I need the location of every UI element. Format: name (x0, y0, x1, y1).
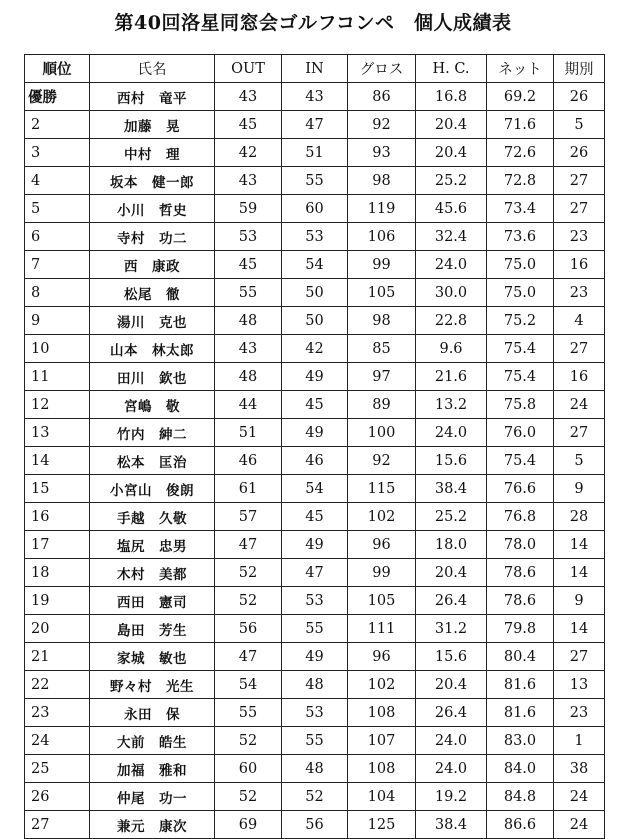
cell-net: 75.4 (487, 363, 554, 391)
cell-net: 75.8 (487, 391, 554, 419)
cell-out: 55 (215, 279, 282, 307)
cell-net: 81.6 (487, 671, 554, 699)
cell-in: 50 (282, 307, 348, 335)
cell-term: 9 (554, 587, 605, 615)
cell-in: 54 (282, 251, 348, 279)
table-row (25, 811, 605, 839)
table-row (25, 615, 605, 643)
cell-gross: 92 (348, 111, 416, 139)
cell-term: 23 (554, 279, 605, 307)
cell-gross: 102 (348, 503, 416, 531)
cell-gross: 99 (348, 251, 416, 279)
cell-hc: 9.6 (416, 335, 487, 363)
cell-term: 9 (554, 475, 605, 503)
cell-net: 75.2 (487, 307, 554, 335)
cell-net: 81.6 (487, 699, 554, 727)
table-row (25, 279, 605, 307)
cell-in: 53 (282, 587, 348, 615)
cell-name: 小川 哲史 (90, 195, 215, 223)
cell-net: 84.8 (487, 783, 554, 811)
cell-hc: 24.0 (416, 755, 487, 783)
cell-term: 14 (554, 615, 605, 643)
cell-in: 49 (282, 643, 348, 671)
cell-hc: 18.0 (416, 531, 487, 559)
table-row (25, 699, 605, 727)
cell-hc: 20.4 (416, 671, 487, 699)
cell-net: 76.0 (487, 419, 554, 447)
cell-hc: 15.6 (416, 643, 487, 671)
cell-name: 湯川 克也 (90, 307, 215, 335)
cell-net: 86.6 (487, 811, 554, 839)
cell-net: 72.8 (487, 167, 554, 195)
cell-net: 78.6 (487, 587, 554, 615)
cell-net: 76.6 (487, 475, 554, 503)
cell-rank: 14 (25, 447, 90, 475)
cell-in: 53 (282, 223, 348, 251)
cell-name: 山本 林太郎 (90, 335, 215, 363)
cell-in: 48 (282, 671, 348, 699)
cell-term: 27 (554, 419, 605, 447)
cell-name: 西 康政 (90, 251, 215, 279)
cell-hc: 26.4 (416, 587, 487, 615)
cell-gross: 111 (348, 615, 416, 643)
cell-name: 松本 匡治 (90, 447, 215, 475)
cell-net: 76.8 (487, 503, 554, 531)
cell-term: 16 (554, 363, 605, 391)
cell-rank: 8 (25, 279, 90, 307)
cell-net: 80.4 (487, 643, 554, 671)
cell-rank: 27 (25, 811, 90, 839)
cell-out: 61 (215, 475, 282, 503)
cell-in: 55 (282, 727, 348, 755)
header-term: 期別 (554, 55, 605, 83)
cell-in: 52 (282, 783, 348, 811)
cell-term: 5 (554, 111, 605, 139)
cell-hc: 24.0 (416, 251, 487, 279)
table-row (25, 139, 605, 167)
table-row (25, 503, 605, 531)
cell-term: 27 (554, 643, 605, 671)
cell-gross: 92 (348, 447, 416, 475)
cell-term: 26 (554, 83, 605, 111)
cell-out: 56 (215, 615, 282, 643)
cell-gross: 115 (348, 475, 416, 503)
cell-net: 78.0 (487, 531, 554, 559)
cell-name: 手越 久敬 (90, 503, 215, 531)
cell-in: 47 (282, 111, 348, 139)
table-row (25, 531, 605, 559)
cell-term: 14 (554, 559, 605, 587)
header-gross: グロス (348, 55, 416, 83)
cell-hc: 32.4 (416, 223, 487, 251)
cell-in: 45 (282, 503, 348, 531)
cell-out: 53 (215, 223, 282, 251)
cell-hc: 26.4 (416, 699, 487, 727)
cell-rank: 4 (25, 167, 90, 195)
cell-name: 田川 欽也 (90, 363, 215, 391)
cell-hc: 24.0 (416, 727, 487, 755)
cell-net: 73.6 (487, 223, 554, 251)
cell-gross: 96 (348, 531, 416, 559)
cell-in: 43 (282, 83, 348, 111)
cell-gross: 102 (348, 671, 416, 699)
cell-gross: 98 (348, 307, 416, 335)
cell-out: 45 (215, 251, 282, 279)
cell-rank: 20 (25, 615, 90, 643)
cell-hc: 16.8 (416, 83, 487, 111)
header-row (25, 55, 605, 83)
cell-hc: 20.4 (416, 111, 487, 139)
cell-rank: 5 (25, 195, 90, 223)
cell-rank: 15 (25, 475, 90, 503)
cell-in: 51 (282, 139, 348, 167)
cell-in: 47 (282, 559, 348, 587)
cell-term: 27 (554, 195, 605, 223)
cell-out: 43 (215, 167, 282, 195)
cell-hc: 20.4 (416, 559, 487, 587)
table-row (25, 335, 605, 363)
cell-name: 家城 敏也 (90, 643, 215, 671)
cell-rank: 17 (25, 531, 90, 559)
cell-in: 50 (282, 279, 348, 307)
cell-name: 坂本 健一郎 (90, 167, 215, 195)
cell-gross: 93 (348, 139, 416, 167)
header-in: IN (282, 55, 348, 83)
cell-in: 60 (282, 195, 348, 223)
cell-hc: 30.0 (416, 279, 487, 307)
cell-in: 55 (282, 167, 348, 195)
cell-out: 54 (215, 671, 282, 699)
header-name: 氏名 (90, 55, 215, 83)
cell-term: 38 (554, 755, 605, 783)
cell-net: 73.4 (487, 195, 554, 223)
table-row (25, 475, 605, 503)
cell-gross: 86 (348, 83, 416, 111)
table-row (25, 391, 605, 419)
cell-rank: 26 (25, 783, 90, 811)
cell-in: 54 (282, 475, 348, 503)
cell-hc: 21.6 (416, 363, 487, 391)
table-row (25, 83, 605, 111)
cell-rank: 優勝 (25, 83, 90, 111)
table-row (25, 727, 605, 755)
results-body (25, 83, 605, 839)
table-row (25, 447, 605, 475)
cell-gross: 106 (348, 223, 416, 251)
cell-hc: 25.2 (416, 503, 487, 531)
cell-out: 42 (215, 139, 282, 167)
header-hc: H. C. (416, 55, 487, 83)
table-row (25, 111, 605, 139)
cell-gross: 125 (348, 811, 416, 839)
table-row (25, 223, 605, 251)
cell-rank: 21 (25, 643, 90, 671)
table-row (25, 195, 605, 223)
cell-out: 48 (215, 307, 282, 335)
cell-net: 75.4 (487, 447, 554, 475)
cell-hc: 31.2 (416, 615, 487, 643)
cell-rank: 16 (25, 503, 90, 531)
cell-rank: 2 (25, 111, 90, 139)
cell-in: 42 (282, 335, 348, 363)
table-row (25, 251, 605, 279)
cell-name: 加福 雅和 (90, 755, 215, 783)
table-row (25, 587, 605, 615)
cell-rank: 7 (25, 251, 90, 279)
cell-out: 48 (215, 363, 282, 391)
cell-in: 45 (282, 391, 348, 419)
table-row (25, 783, 605, 811)
cell-term: 23 (554, 223, 605, 251)
cell-hc: 25.2 (416, 167, 487, 195)
cell-out: 57 (215, 503, 282, 531)
cell-net: 79.8 (487, 615, 554, 643)
cell-name: 塩尻 忠男 (90, 531, 215, 559)
cell-hc: 15.6 (416, 447, 487, 475)
header-net: ネット (487, 55, 554, 83)
cell-name: 松尾 徹 (90, 279, 215, 307)
cell-gross: 108 (348, 755, 416, 783)
cell-hc: 38.4 (416, 475, 487, 503)
header-rank: 順位 (25, 55, 90, 83)
cell-term: 5 (554, 447, 605, 475)
cell-rank: 3 (25, 139, 90, 167)
header-out: OUT (215, 55, 282, 83)
cell-in: 49 (282, 531, 348, 559)
cell-term: 1 (554, 727, 605, 755)
cell-gross: 105 (348, 587, 416, 615)
cell-gross: 97 (348, 363, 416, 391)
cell-term: 24 (554, 783, 605, 811)
cell-in: 55 (282, 615, 348, 643)
cell-out: 43 (215, 83, 282, 111)
cell-net: 84.0 (487, 755, 554, 783)
cell-term: 13 (554, 671, 605, 699)
cell-name: 西村 竜平 (90, 83, 215, 111)
table-row (25, 671, 605, 699)
table-row (25, 643, 605, 671)
cell-gross: 98 (348, 167, 416, 195)
cell-hc: 24.0 (416, 419, 487, 447)
cell-term: 14 (554, 531, 605, 559)
cell-gross: 85 (348, 335, 416, 363)
cell-in: 46 (282, 447, 348, 475)
cell-out: 52 (215, 727, 282, 755)
cell-rank: 11 (25, 363, 90, 391)
cell-out: 44 (215, 391, 282, 419)
cell-gross: 108 (348, 699, 416, 727)
results-table (24, 54, 605, 839)
cell-out: 69 (215, 811, 282, 839)
cell-name: 永田 保 (90, 699, 215, 727)
cell-gross: 99 (348, 559, 416, 587)
cell-rank: 24 (25, 727, 90, 755)
cell-hc: 19.2 (416, 783, 487, 811)
cell-net: 69.2 (487, 83, 554, 111)
cell-name: 加藤 晃 (90, 111, 215, 139)
cell-rank: 23 (25, 699, 90, 727)
table-row (25, 307, 605, 335)
cell-out: 59 (215, 195, 282, 223)
cell-out: 60 (215, 755, 282, 783)
cell-out: 52 (215, 559, 282, 587)
cell-hc: 38.4 (416, 811, 487, 839)
cell-out: 55 (215, 699, 282, 727)
cell-hc: 13.2 (416, 391, 487, 419)
cell-rank: 25 (25, 755, 90, 783)
cell-gross: 119 (348, 195, 416, 223)
cell-hc: 45.6 (416, 195, 487, 223)
cell-out: 52 (215, 587, 282, 615)
cell-in: 56 (282, 811, 348, 839)
cell-rank: 22 (25, 671, 90, 699)
cell-term: 27 (554, 335, 605, 363)
cell-out: 45 (215, 111, 282, 139)
cell-name: 小宮山 俊朗 (90, 475, 215, 503)
cell-rank: 9 (25, 307, 90, 335)
cell-term: 4 (554, 307, 605, 335)
table-row (25, 167, 605, 195)
cell-rank: 13 (25, 419, 90, 447)
cell-in: 48 (282, 755, 348, 783)
cell-in: 49 (282, 363, 348, 391)
cell-gross: 100 (348, 419, 416, 447)
cell-name: 兼元 康次 (90, 811, 215, 839)
page-title: 第40回洛星同窓会ゴルフコンペ 個人成績表 (114, 12, 512, 34)
cell-term: 16 (554, 251, 605, 279)
cell-rank: 12 (25, 391, 90, 419)
cell-term: 23 (554, 699, 605, 727)
cell-gross: 96 (348, 643, 416, 671)
cell-net: 75.0 (487, 251, 554, 279)
cell-net: 75.0 (487, 279, 554, 307)
cell-term: 24 (554, 811, 605, 839)
cell-out: 51 (215, 419, 282, 447)
cell-name: 大前 皓生 (90, 727, 215, 755)
cell-name: 仲尾 功一 (90, 783, 215, 811)
cell-name: 宮嶋 敬 (90, 391, 215, 419)
table-row (25, 363, 605, 391)
cell-hc: 22.8 (416, 307, 487, 335)
table-row (25, 559, 605, 587)
cell-gross: 105 (348, 279, 416, 307)
cell-net: 83.0 (487, 727, 554, 755)
cell-net: 72.6 (487, 139, 554, 167)
cell-name: 中村 理 (90, 139, 215, 167)
cell-hc: 20.4 (416, 139, 487, 167)
cell-out: 46 (215, 447, 282, 475)
cell-term: 26 (554, 139, 605, 167)
table-row (25, 755, 605, 783)
cell-name: 野々村 光生 (90, 671, 215, 699)
cell-in: 53 (282, 699, 348, 727)
cell-name: 竹内 紳二 (90, 419, 215, 447)
cell-term: 24 (554, 391, 605, 419)
cell-term: 27 (554, 167, 605, 195)
cell-rank: 19 (25, 587, 90, 615)
cell-gross: 104 (348, 783, 416, 811)
cell-rank: 10 (25, 335, 90, 363)
cell-out: 43 (215, 335, 282, 363)
cell-out: 47 (215, 531, 282, 559)
cell-rank: 18 (25, 559, 90, 587)
cell-term: 28 (554, 503, 605, 531)
cell-name: 木村 美都 (90, 559, 215, 587)
cell-name: 寺村 功二 (90, 223, 215, 251)
cell-name: 島田 芳生 (90, 615, 215, 643)
cell-rank: 6 (25, 223, 90, 251)
cell-net: 71.6 (487, 111, 554, 139)
cell-in: 49 (282, 419, 348, 447)
cell-net: 75.4 (487, 335, 554, 363)
cell-out: 52 (215, 783, 282, 811)
cell-out: 47 (215, 643, 282, 671)
cell-name: 西田 憲司 (90, 587, 215, 615)
cell-gross: 89 (348, 391, 416, 419)
table-row (25, 419, 605, 447)
cell-net: 78.6 (487, 559, 554, 587)
cell-gross: 107 (348, 727, 416, 755)
